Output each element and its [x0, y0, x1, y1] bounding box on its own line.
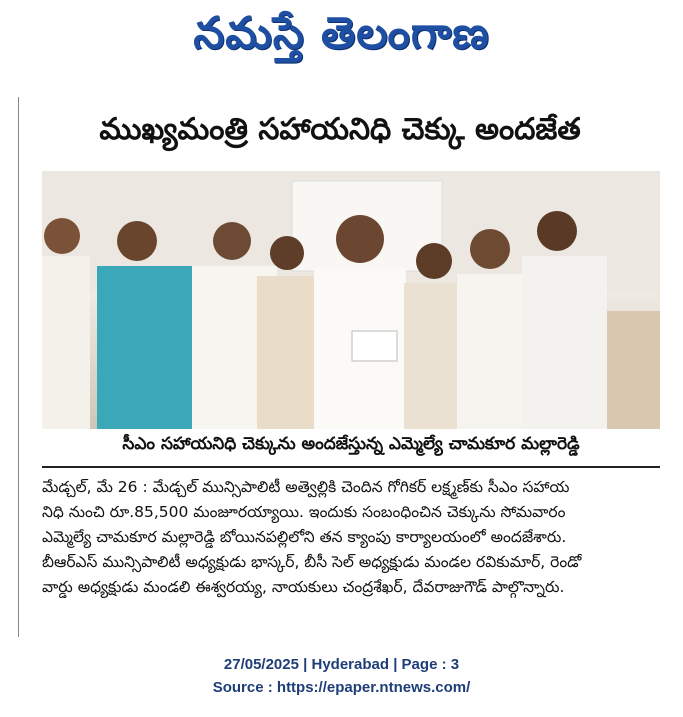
edition-info: 27/05/2025 | Hyderabad | Page : 3: [223, 656, 460, 673]
masthead-logo: నమస్తే తెలంగాణ: [193, 8, 490, 59]
people: [42, 211, 660, 429]
newspaper-masthead: [0, 0, 683, 80]
body-line: మేడ్చల్, మే 26 : మేడ్చల్ మున్సిపాలిటీ అత్వెల్లికి చెందిన గోగికర్ లక్ష్మణ్‌కు సీఎం సహాయ: [42, 478, 570, 496]
body-line: ఎమ్మెల్యే చామకూర మల్లారెడ్డి బోయినపల్లిలోని తన క్యాంపు కార్యాలయంలో అందజేశారు.: [42, 528, 567, 546]
caption-divider: [42, 466, 660, 468]
article-headline: ముఖ్యమంత్రి సహాయనిధి చెక్కు అందజేత: [99, 112, 581, 147]
group-photo-illustration: [42, 171, 660, 429]
article-photo: [42, 171, 660, 429]
photo-caption: సీఎం సహాయనిధి చెక్కును అందజేస్తున్న ఎమ్మెల్యే చామకూర మల్లారెడ్డి: [122, 434, 580, 454]
body-line: బీఆర్‌ఎస్ మున్సిపాలిటీ అధ్యక్షుడు భాస్కర్, బీసీ సెల్ అధ్యక్షుడు మండల రవికుమార్, రెండో: [42, 553, 582, 571]
source-link[interactable]: Source : https://epaper.ntnews.com/: [212, 679, 471, 696]
body-line: నిధి నుంచి రూ.85,500 మంజూరయ్యాయి. ఇందుకు సంబంధించిన చెక్కును సోమవారం: [42, 503, 566, 521]
article-body: [42, 475, 660, 600]
body-line: వార్డు అధ్యక్షుడు మండలి ఈశ్వరయ్య, నాయకులు చంద్రశేఖర్, దేవరాజుగౌడ్ పాల్గొన్నారు.: [42, 578, 565, 596]
